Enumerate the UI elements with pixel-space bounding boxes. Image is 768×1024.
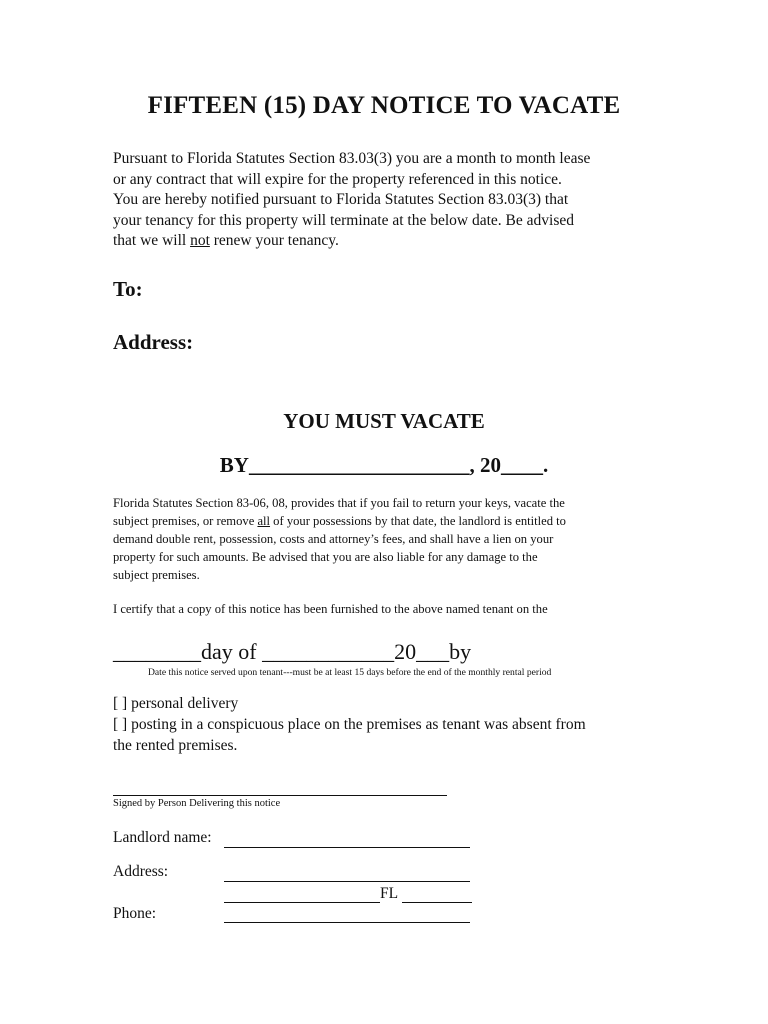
statute-line: property for such amounts. Be advised that you are also liable for any damage to the: [113, 550, 538, 564]
option-posting-continued: the rented premises.: [113, 737, 238, 754]
intro-paragraph: [113, 149, 590, 252]
landlord-phone-field[interactable]: [224, 922, 470, 923]
landlord-phone-label: Phone:: [113, 905, 157, 922]
vacate-heading: YOU MUST VACATE: [283, 409, 485, 433]
address-label: Address:: [113, 330, 194, 354]
intro-line: You are hereby notified pursuant to Florida Statutes Section 83.03(3) that: [113, 191, 569, 208]
intro-line: or any contract that will expire for the property referenced in this notice.: [113, 170, 562, 188]
option-posting[interactable]: [ ] posting in a conspicuous place on the premises as tenant was absent from: [113, 716, 586, 733]
statute-line: demand double rent, possession, costs and attorney’s fees, and shall have a lien on your: [113, 532, 554, 546]
landlord-address-label: Address:: [113, 863, 169, 880]
intro-line: [113, 231, 590, 252]
statute-line: Florida Statutes Section 83-06, 08, provides that if you fail to return your keys, vacate the: [113, 496, 565, 510]
certify-statement: I certify that a copy of this notice has been furnished to the above named tenant on the: [113, 602, 548, 616]
statute-paragraph: [113, 494, 566, 584]
service-date-note: Date this notice served upon tenant---must be at least 15 days before the end of the monthly rental period: [148, 667, 552, 678]
vacate-by-date-line: BY_____________________, 20____.: [219, 453, 549, 477]
option-personal-delivery[interactable]: [ ] personal delivery: [113, 695, 239, 712]
intro-line: your tenancy for this property will terminate at the below date. Be advised: [113, 211, 574, 229]
landlord-name-label: Landlord name:: [113, 829, 212, 846]
statute-text: of your possessions by that date, the landlord is entitled to: [270, 514, 566, 528]
intro-text: that we will: [113, 232, 191, 249]
landlord-zip-field[interactable]: [402, 902, 472, 903]
to-label: To:: [113, 277, 143, 301]
document-title: FIFTEEN (15) DAY NOTICE TO VACATE: [147, 92, 621, 119]
landlord-name-field[interactable]: [224, 847, 470, 848]
state-label: FL: [380, 885, 399, 902]
signature-line[interactable]: [113, 795, 447, 796]
statute-line: subject premises.: [113, 568, 200, 582]
landlord-city-field[interactable]: [224, 902, 380, 903]
emphasis-not: not: [190, 232, 210, 249]
statute-line: [113, 512, 566, 530]
service-date-line: ________day of ____________20___by: [113, 639, 472, 664]
delivery-options: [113, 693, 586, 756]
intro-line: Pursuant to Florida Statutes Section 83.03(3) you are a month to month lease: [113, 150, 591, 167]
intro-text: renew your tenancy.: [209, 232, 339, 249]
emphasis-all: all: [257, 514, 271, 528]
landlord-address-field[interactable]: [224, 881, 470, 882]
statute-text: subject premises, or remove: [113, 514, 258, 528]
signature-caption: Signed by Person Delivering this notice: [113, 798, 281, 809]
